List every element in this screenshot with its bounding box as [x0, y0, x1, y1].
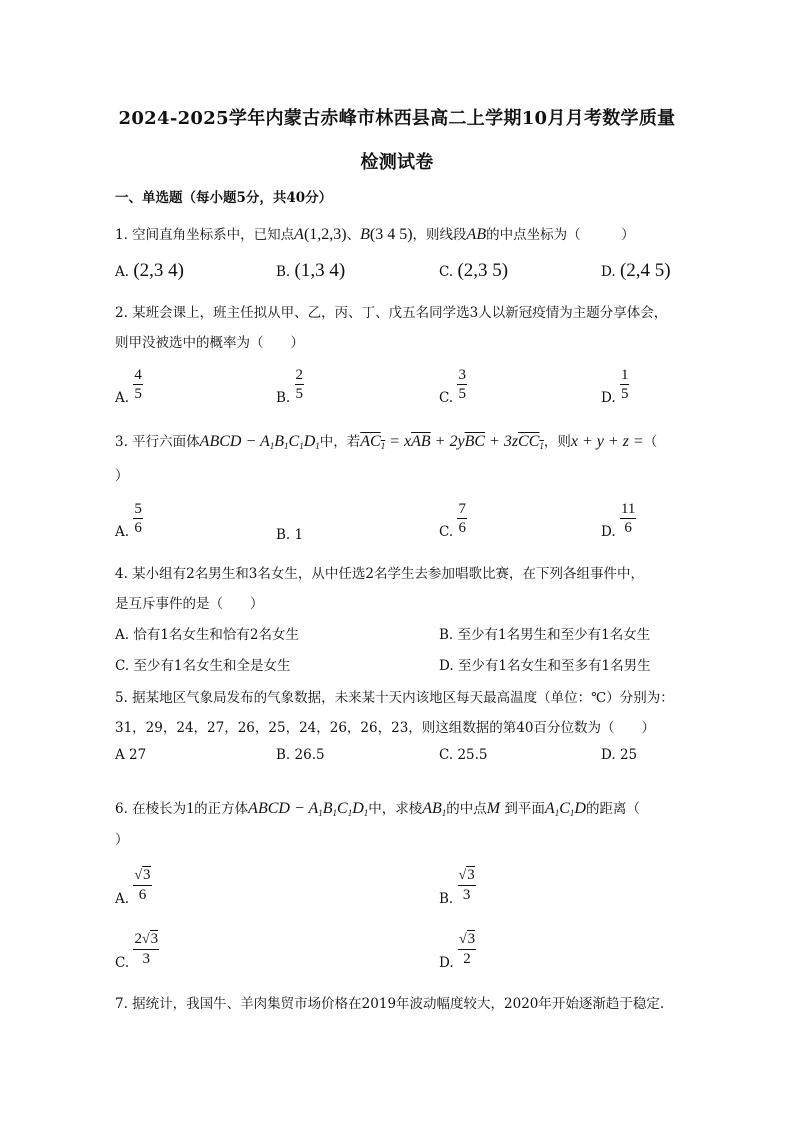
option-label: C. — [439, 390, 454, 406]
q3-option-a — [115, 500, 143, 540]
fraction-numerator: 11 — [620, 501, 636, 517]
option-fraction — [620, 500, 636, 537]
q3-expression: x + y + z = — [570, 433, 644, 450]
q3-mid-text: 中，若 — [319, 434, 361, 450]
option-label: C. — [439, 747, 454, 763]
q6-point-m: M — [486, 800, 501, 817]
option-label: D. — [601, 747, 616, 763]
q2-option-d — [601, 366, 629, 406]
q1-mid-text: ，则线段 — [412, 227, 467, 243]
q2-option-a — [115, 366, 143, 406]
option-value: (2,3 4) — [133, 260, 184, 281]
option-label: A. — [115, 890, 130, 907]
option-label: A. — [115, 524, 130, 540]
q6-option-b — [439, 866, 476, 907]
question-3 — [115, 430, 657, 451]
option-fraction — [295, 366, 305, 403]
q4-option-b — [439, 623, 650, 643]
q3-open-paren: （ — [643, 434, 658, 450]
fraction-denominator: 5 — [295, 386, 304, 402]
q4-option-c — [115, 654, 291, 674]
option-fraction — [458, 930, 476, 968]
option-label: B. — [276, 264, 291, 280]
radicand: 3 — [143, 867, 151, 883]
q6-mid4: 到平面 — [504, 801, 545, 817]
fraction-numerator: 3 — [458, 367, 466, 383]
fraction-numerator: 2 — [295, 367, 304, 383]
option-label: D. — [601, 390, 616, 406]
q3-option-c — [439, 500, 467, 540]
fraction-denominator: 6 — [133, 885, 151, 904]
q6-edge-name: $AB_1$ — [422, 800, 447, 818]
option-value: (1,3 4) — [294, 260, 346, 281]
option-fraction — [457, 366, 467, 403]
option-label: C. — [439, 524, 454, 540]
question-2-line1: 2. 某班会课上，班主任拟从甲、乙，丙、丁、戊五名同学选3人以新冠疫情为主题分享体会， — [115, 305, 668, 321]
q3-solid-text: ABCD − A — [199, 433, 270, 450]
q1-point-a-coord: (1,2,3) — [303, 226, 347, 243]
q3-vector-equation: $AC_1 = x\overline{AB} + 2y\overline{BC} + 3zCC_1$ — [360, 433, 544, 451]
q6-edge-length: 1 — [186, 800, 195, 817]
radicand: 3 — [150, 931, 159, 947]
q6-prefix: 6. 在棱长为 — [115, 801, 187, 817]
option-text: 至少有1名男生和至少有1名女生 — [457, 627, 651, 643]
option-text: 恰有1名女生和恰有2名女生 — [133, 627, 300, 643]
q1-option-a — [115, 260, 184, 282]
option-label: D. — [439, 658, 454, 674]
q2-option-c — [439, 366, 467, 406]
option-label: A — [115, 747, 125, 763]
fraction-denominator: 5 — [134, 386, 142, 402]
fraction-numerator: 5 — [134, 501, 142, 517]
q1-option-d — [601, 260, 671, 282]
q4-option-d — [439, 654, 651, 674]
fraction-denominator: 5 — [620, 386, 629, 402]
option-label: A. — [115, 627, 130, 643]
option-value: 25.5 — [457, 747, 488, 763]
question-4-line2: 是互斥事件的是（ ） — [115, 596, 264, 612]
option-fraction — [133, 500, 143, 537]
sqrt-symbol: √3 — [458, 867, 475, 883]
option-value: 27 — [129, 747, 147, 763]
q1-segment: AB — [466, 226, 487, 243]
question-5-line1: 5. 据某地区气象局发布的气象数据，未来某十天内该地区每天最高温度（单位：℃）分别为： — [115, 690, 674, 706]
option-fraction — [620, 366, 630, 403]
q1-option-b — [276, 260, 345, 282]
option-label: D. — [601, 524, 616, 540]
option-text: 至少有1名女生和全是女生 — [133, 658, 291, 674]
option-value: 1 — [294, 527, 304, 543]
option-value: (2,4 5) — [619, 260, 671, 281]
question-5-line2: 31，29，24，27，26，25，24，26，26，23，则这组数据的第40百分位数为（ ） — [115, 720, 655, 736]
q5-option-b — [276, 747, 325, 763]
fraction-denominator: 3 — [133, 949, 159, 968]
q3-option-d — [601, 500, 636, 540]
radicand: 3 — [467, 867, 475, 883]
q1-point-b-coord: (3 4 5) — [369, 226, 413, 243]
question-4-line1: 4. 某小组有2名男生和3名女生，从中任选2名学生去参加唱歌比赛，在下列各组事件中， — [115, 566, 644, 582]
option-label: C. — [115, 954, 130, 971]
section-heading: 一、单选题（每小题5分，共40分） — [115, 190, 333, 206]
option-label: D. — [601, 264, 616, 280]
option-label: B. — [439, 890, 454, 907]
q6-option-d — [439, 930, 476, 971]
fraction-denominator: 3 — [458, 885, 476, 904]
option-value: 26.5 — [294, 747, 325, 763]
q6-mid3: 的中点 — [446, 801, 487, 817]
q5-option-d — [601, 747, 637, 763]
fraction-denominator: 2 — [458, 949, 476, 968]
radicand: 3 — [467, 931, 476, 947]
question-7-line1: 7. 据统计，我国牛、羊肉集贸市场价格在2019年波动幅度较大，2020年开始逐渐趋于稳定. — [115, 996, 665, 1012]
q2-option-b — [276, 366, 304, 406]
q3-then-text: ，则 — [543, 434, 571, 450]
q3-solid: ABCD − $A_1B_1C_1D_1$ — [199, 433, 320, 451]
fraction-numerator: 4 — [134, 367, 142, 383]
option-fraction — [458, 866, 476, 904]
q6-close-paren: ） — [115, 832, 129, 848]
q3-eq-text: = x — [389, 433, 412, 450]
fraction-numerator: 7 — [458, 501, 466, 517]
option-label: B. — [439, 627, 454, 643]
question-1 — [115, 223, 635, 244]
q3-prefix: 3. 平行六面体 — [115, 434, 200, 450]
q6-option-c — [115, 930, 159, 971]
option-label: A. — [115, 264, 130, 280]
q6-plane-name: $A_1C_1D$ — [544, 800, 586, 818]
fraction-numerator: 1 — [620, 367, 629, 383]
q1-option-c — [439, 260, 508, 282]
fraction-denominator: 6 — [624, 520, 632, 536]
option-fraction — [133, 366, 143, 403]
option-label: B. — [276, 390, 291, 406]
q3-option-b — [276, 527, 303, 543]
option-fraction — [457, 500, 467, 537]
option-label: D. — [439, 954, 454, 971]
q6-mid2: 中，求棱 — [368, 801, 423, 817]
q5-option-c — [439, 747, 488, 763]
q1-prefix: 1. 空间直角坐标系中，已知点 — [115, 227, 295, 243]
q4-option-a — [115, 623, 299, 643]
paper-title-line1: 2024-2025学年内蒙古赤峰市林西县高二上学期10月月考数学质量 — [118, 108, 676, 129]
paper-title-line2: 检测试卷 — [360, 152, 434, 173]
sqrt-symbol: √3 — [141, 931, 159, 947]
q6-suffix: 的距离（ — [585, 801, 640, 817]
q6-cube-name: ABCD − $A_1B_1C_1D_1$ — [248, 800, 369, 818]
question-6 — [115, 797, 640, 818]
option-fraction — [133, 930, 159, 968]
fraction-denominator: 5 — [458, 386, 466, 402]
question-2-line2: 则甲没被选中的概率为（ ） — [115, 335, 304, 351]
option-text: 至少有1名女生和至多有1名男生 — [457, 658, 651, 674]
fraction-numerator — [133, 866, 151, 885]
option-value: (2,3 5) — [457, 260, 509, 281]
sqrt-symbol: √3 — [134, 867, 151, 883]
fraction-numerator — [458, 866, 476, 885]
radical-coefficient: 2 — [134, 931, 142, 947]
fraction-numerator — [133, 930, 159, 949]
q6-option-a — [115, 866, 152, 907]
option-label: A. — [115, 390, 130, 406]
q6-mid1: 的正方体 — [194, 801, 249, 817]
q3-close-paren: ） — [115, 468, 129, 484]
option-label: B. — [276, 747, 291, 763]
fraction-numerator — [458, 930, 476, 949]
q1-separator: 、 — [346, 227, 361, 243]
q1-suffix: 的中点坐标为（ ） — [486, 227, 635, 243]
option-fraction — [133, 866, 151, 904]
sqrt-symbol: √3 — [458, 931, 476, 947]
option-label: C. — [439, 264, 454, 280]
option-value: 25 — [619, 747, 638, 763]
option-label: B. — [276, 527, 291, 543]
fraction-denominator: 6 — [134, 520, 142, 536]
fraction-denominator: 6 — [458, 520, 466, 536]
q1-point-b-label: B — [360, 226, 370, 243]
q1-point-a-label: A — [294, 226, 304, 243]
q5-option-a — [115, 747, 146, 763]
option-label: C. — [115, 658, 130, 674]
